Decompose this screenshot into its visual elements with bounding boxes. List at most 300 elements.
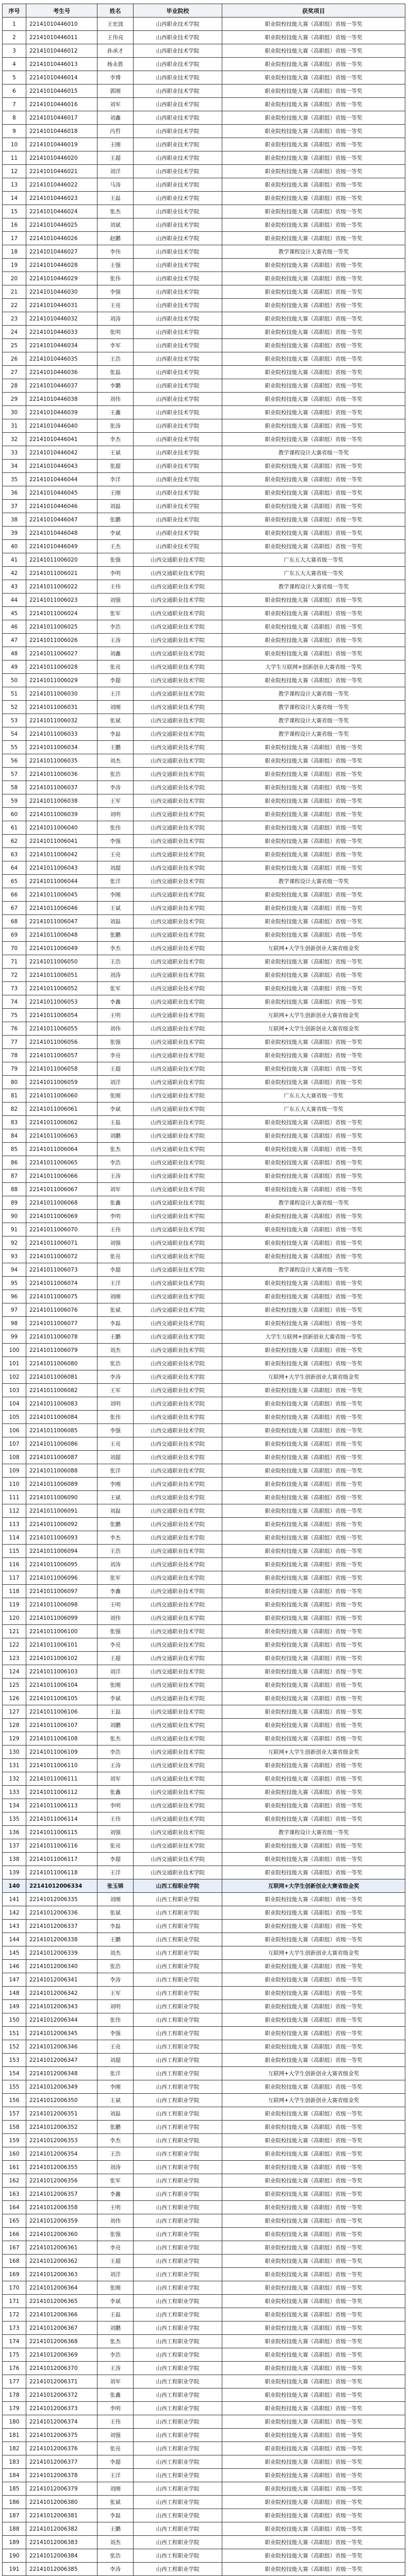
student-name: 李浩 — [97, 1156, 134, 1170]
award-name: 职业院校技能大赛（高职组）省级一等奖 — [222, 232, 405, 245]
exam-number: 22141010446012 — [26, 44, 97, 58]
award-name: 职业院校技能大赛（高职组）省级一等奖 — [222, 111, 405, 125]
student-name: 刘刚 — [97, 1290, 134, 1303]
exam-number: 22141012006371 — [26, 2375, 97, 2388]
school-name: 山西职业技术学院 — [134, 58, 222, 71]
table-row — [3, 2228, 405, 2241]
school-name: 山西交通职业技术学院 — [134, 1812, 222, 1826]
exam-number: 22141012006361 — [26, 2241, 97, 2255]
table-row — [3, 594, 405, 607]
table-row — [3, 460, 405, 473]
row-index: 72 — [3, 969, 26, 982]
school-name: 山西职业技术学院 — [134, 151, 222, 165]
award-name: 职业院校技能大赛（高职组）省级一等奖 — [222, 2121, 405, 2134]
exam-number: 22141011006022 — [26, 580, 97, 594]
school-name: 山西工程职业学院 — [134, 2281, 222, 2295]
row-index: 138 — [3, 1853, 26, 1866]
exam-number: 22141012006365 — [26, 2295, 97, 2308]
exam-number: 22141012006338 — [26, 1933, 97, 1946]
school-name: 山西工程职业学院 — [134, 2040, 222, 2054]
table-row — [3, 339, 405, 352]
award-name: 职业院校技能大赛（高职组）省级一等奖 — [222, 1705, 405, 1719]
award-name: 职业院校技能大赛（高职组）省级一等奖 — [222, 1491, 405, 1504]
student-name: 刘明 — [97, 808, 134, 821]
award-name: 职业院校技能大赛（高职组）省级一等奖 — [222, 2429, 405, 2442]
school-name: 山西交通职业技术学院 — [134, 995, 222, 1009]
row-index: 53 — [3, 714, 26, 727]
row-index: 147 — [3, 1973, 26, 1987]
row-index: 137 — [3, 1839, 26, 1853]
table-row — [3, 1036, 405, 1049]
exam-number: 22141011006107 — [26, 1719, 97, 1732]
row-index: 7 — [3, 98, 26, 111]
exam-number: 22141012006351 — [26, 2107, 97, 2121]
school-name: 山西工程职业学院 — [134, 2214, 222, 2228]
table-row — [3, 1250, 405, 1263]
row-index: 70 — [3, 942, 26, 955]
student-name: 张强 — [97, 553, 134, 567]
exam-number: 22141011006097 — [26, 1585, 97, 1598]
student-name: 王伟 — [97, 1223, 134, 1236]
award-name: 职业院校技能大赛（高职组）省级一等奖 — [222, 808, 405, 821]
award-name: 职业院校技能大赛（高职组）省级一等奖 — [222, 2295, 405, 2308]
award-name: 教学课程设计大赛省级一等奖 — [222, 875, 405, 888]
exam-number: 22141010446017 — [26, 111, 97, 125]
row-index: 55 — [3, 741, 26, 754]
school-name: 山西交通职业技术学院 — [134, 928, 222, 942]
student-name: 张杰 — [97, 205, 134, 218]
exam-number: 22141012006340 — [26, 1960, 97, 1973]
school-name: 山西职业技术学院 — [134, 259, 222, 272]
table-row — [3, 272, 405, 285]
student-name: 张鑫 — [97, 1786, 134, 1799]
student-name: 王明 — [97, 1598, 134, 1612]
school-name: 山西工程职业学院 — [134, 2161, 222, 2174]
row-index: 114 — [3, 1531, 26, 1545]
row-index: 152 — [3, 2040, 26, 2054]
row-index: 139 — [3, 1866, 26, 1879]
table-row — [3, 419, 405, 433]
school-name: 山西工程职业学院 — [134, 2415, 222, 2429]
row-index: 154 — [3, 2067, 26, 2080]
exam-number: 22141011006071 — [26, 1236, 97, 1250]
school-name: 山西职业技术学院 — [134, 433, 222, 446]
table-row — [3, 1719, 405, 1732]
table-row — [3, 1839, 405, 1853]
school-name: 山西职业技术学院 — [134, 44, 222, 58]
award-name: 职业院校技能大赛（高职组）省级一等奖 — [222, 178, 405, 192]
student-name: 张亮 — [97, 1839, 134, 1853]
exam-number: 22141010446040 — [26, 419, 97, 433]
student-name: 李斌 — [97, 1692, 134, 1705]
table-row — [3, 727, 405, 741]
exam-number: 22141011006066 — [26, 1170, 97, 1183]
table-row — [3, 1089, 405, 1103]
student-name: 张浩 — [97, 1960, 134, 1973]
award-name: 职业院校技能大赛（高职组）省级一等奖 — [222, 2469, 405, 2482]
student-name: 李超 — [97, 1853, 134, 1866]
row-index: 127 — [3, 1705, 26, 1719]
award-name: 教学课程设计大赛省级一等奖 — [222, 580, 405, 594]
award-name: 互联网+大学生创新创业大赛省级金奖 — [222, 1946, 405, 1960]
student-name: 张伟 — [97, 821, 134, 835]
exam-number: 22141011006100 — [26, 1625, 97, 1638]
exam-number: 22141011006068 — [26, 1196, 97, 1210]
school-name: 山西交通职业技术学院 — [134, 1451, 222, 1464]
exam-number: 22141010446034 — [26, 339, 97, 352]
table-row — [3, 1156, 405, 1170]
award-name: 职业院校技能大赛（高职组）省级一等奖 — [222, 18, 405, 31]
student-name: 刘鑫 — [97, 111, 134, 125]
row-index: 54 — [3, 727, 26, 741]
table-row — [3, 2321, 405, 2335]
school-name: 山西交通职业技术学院 — [134, 1129, 222, 1143]
exam-number: 22141011006055 — [26, 1022, 97, 1036]
school-name: 山西职业技术学院 — [134, 299, 222, 312]
exam-number: 22141011006069 — [26, 1210, 97, 1223]
student-name: 刘洋 — [97, 1076, 134, 1089]
award-name: 职业院校技能大赛（高职组）省级一等奖 — [222, 1290, 405, 1303]
school-name: 山西工程职业学院 — [134, 2429, 222, 2442]
award-name: 职业院校技能大赛（高职组）省级一等奖 — [222, 1612, 405, 1625]
exam-number: 22141011006034 — [26, 741, 97, 754]
award-name: 职业院校技能大赛（高职组）省级一等奖 — [222, 1786, 405, 1799]
exam-number: 22141010446042 — [26, 446, 97, 460]
row-index: 181 — [3, 2429, 26, 2442]
award-name: 互联网+大学生创新创业大赛省级金奖 — [222, 942, 405, 955]
award-name: 职业院校技能大赛（高职组）省级一等奖 — [222, 2174, 405, 2188]
row-index: 45 — [3, 607, 26, 620]
award-name: 职业院校技能大赛（高职组）省级一等奖 — [222, 58, 405, 71]
row-index: 15 — [3, 205, 26, 218]
award-name: 职业院校技能大赛（高职组）省级一等奖 — [222, 620, 405, 634]
award-name: 职业院校技能大赛（高职组）省级一等奖 — [222, 1504, 405, 1518]
row-index: 129 — [3, 1732, 26, 1745]
school-name: 山西交通职业技术学院 — [134, 660, 222, 674]
table-row — [3, 2415, 405, 2429]
row-index: 99 — [3, 1330, 26, 1344]
student-name: 张杰 — [97, 2335, 134, 2348]
table-row — [3, 1866, 405, 1879]
exam-number: 22141011006033 — [26, 727, 97, 741]
row-index: 39 — [3, 527, 26, 540]
award-name: 职业院校技能大赛（高职组）省级一等奖 — [222, 2415, 405, 2429]
student-name: 李杰 — [97, 433, 134, 446]
award-name: 职业院校技能大赛（高职组）省级一等奖 — [222, 1585, 405, 1598]
student-name: 李明 — [97, 1799, 134, 1812]
student-name: 李斌 — [97, 1103, 134, 1116]
award-name: 职业院校技能大赛（高职组）省级一等奖 — [222, 915, 405, 928]
row-index: 191 — [3, 2563, 26, 2576]
student-name: 刘军 — [97, 1183, 134, 1196]
exam-number: 22141010446044 — [26, 473, 97, 486]
row-index: 61 — [3, 821, 26, 835]
row-index: 88 — [3, 1183, 26, 1196]
row-index: 18 — [3, 245, 26, 259]
table-row — [3, 2067, 405, 2080]
table-row — [3, 1357, 405, 1370]
award-name: 职业院校技能大赛（高职组）省级一等奖 — [222, 1960, 405, 1973]
school-name: 山西交通职业技术学院 — [134, 915, 222, 928]
award-name: 职业院校技能大赛（高职组）省级一等奖 — [222, 928, 405, 942]
table-row — [3, 2469, 405, 2482]
table-row — [3, 1692, 405, 1705]
award-name: 互联网+大学生创新创业大赛省级金奖 — [222, 2067, 405, 2080]
student-name: 张浩 — [97, 768, 134, 781]
table-row — [3, 2107, 405, 2121]
award-name: 职业院校技能大赛（高职组）省级一等奖 — [222, 1464, 405, 1478]
exam-number: 22141012006368 — [26, 2335, 97, 2348]
school-name: 山西职业技术学院 — [134, 393, 222, 406]
row-index: 141 — [3, 1893, 26, 1906]
student-name: 王浩 — [97, 352, 134, 366]
row-index: 189 — [3, 2536, 26, 2549]
row-index: 176 — [3, 2362, 26, 2375]
row-index: 143 — [3, 1920, 26, 1933]
student-name: 王磊 — [97, 1116, 134, 1129]
row-index: 167 — [3, 2241, 26, 2255]
school-name: 山西交通职业技术学院 — [134, 861, 222, 875]
exam-number: 22141012006350 — [26, 2094, 97, 2107]
table-row — [3, 326, 405, 339]
student-name: 张强 — [97, 1036, 134, 1049]
school-name: 山西交通职业技术学院 — [134, 727, 222, 741]
row-index: 110 — [3, 1478, 26, 1491]
table-row — [3, 500, 405, 513]
header-index: 序号 — [3, 4, 26, 18]
table-row — [3, 2455, 405, 2469]
student-name: 刘洋 — [97, 2268, 134, 2281]
student-name: 李涛 — [97, 1370, 134, 1384]
student-name: 王鹏 — [97, 741, 134, 754]
student-name: 刘涛 — [97, 969, 134, 982]
exam-number: 22141011006035 — [26, 754, 97, 768]
award-name: 职业院校技能大赛（高职组）省级一等奖 — [222, 1143, 405, 1156]
table-row — [3, 1652, 405, 1665]
table-row — [3, 138, 405, 151]
exam-number: 22141012006367 — [26, 2321, 97, 2335]
student-name: 郭刚 — [97, 84, 134, 98]
student-name: 孙承才 — [97, 44, 134, 58]
school-name: 山西交通职业技术学院 — [134, 1196, 222, 1210]
table-row — [3, 620, 405, 634]
exam-number: 22141011006072 — [26, 1250, 97, 1263]
school-name: 山西工程职业学院 — [134, 2134, 222, 2147]
row-index: 84 — [3, 1129, 26, 1143]
student-name: 王杰 — [97, 540, 134, 553]
student-name: 李亮 — [97, 1638, 134, 1652]
award-name: 教学课程设计大赛省级一等奖 — [222, 701, 405, 714]
row-index: 119 — [3, 1598, 26, 1612]
exam-number: 22141011006021 — [26, 567, 97, 580]
award-name: 职业院校技能大赛（高职组）省级一等奖 — [222, 1156, 405, 1170]
exam-number: 22141011006108 — [26, 1732, 97, 1745]
row-index: 109 — [3, 1464, 26, 1478]
student-name: 李明 — [97, 1210, 134, 1223]
student-name: 刘鑫 — [97, 647, 134, 660]
student-name: 李刚 — [97, 1478, 134, 1491]
row-index: 121 — [3, 1625, 26, 1638]
row-index: 65 — [3, 875, 26, 888]
school-name: 山西工程职业学院 — [134, 2321, 222, 2335]
exam-number: 22141012006385 — [26, 2563, 97, 2576]
school-name: 山西交通职业技术学院 — [134, 875, 222, 888]
student-name: 刘刚 — [97, 1893, 134, 1906]
table-row — [3, 2027, 405, 2040]
student-name: 刘磊 — [97, 500, 134, 513]
school-name: 山西交通职业技术学院 — [134, 1384, 222, 1397]
row-index: 144 — [3, 1933, 26, 1946]
award-name: 职业院校技能大赛（高职组）省级一等奖 — [222, 2509, 405, 2522]
table-row — [3, 366, 405, 379]
award-name: 教学课程设计大赛省级一等奖 — [222, 687, 405, 701]
award-name: 职业院校技能大赛（高职组）省级一等奖 — [222, 1920, 405, 1933]
school-name: 山西交通职业技术学院 — [134, 1826, 222, 1839]
student-name: 王军 — [97, 1987, 134, 2000]
school-name: 山西交通职业技术学院 — [134, 1330, 222, 1344]
award-name: 职业院校技能大赛（高职组）省级一等奖 — [222, 995, 405, 1009]
award-name: 职业院校技能大赛（高职组）省级一等奖 — [222, 2080, 405, 2094]
school-name: 山西交通职业技术学院 — [134, 1223, 222, 1236]
school-name: 山西交通职业技术学院 — [134, 768, 222, 781]
exam-number: 22141012006339 — [26, 1946, 97, 1960]
table-row — [3, 1397, 405, 1411]
exam-number: 22141011006080 — [26, 1357, 97, 1370]
student-name: 张伟 — [97, 272, 134, 285]
exam-number: 22141011006040 — [26, 821, 97, 835]
student-name: 刘斌 — [97, 218, 134, 232]
row-index: 83 — [3, 1116, 26, 1129]
exam-number: 22141010446019 — [26, 138, 97, 151]
school-name: 山西职业技术学院 — [134, 285, 222, 299]
school-name: 山西工程职业学院 — [134, 2295, 222, 2308]
row-index: 6 — [3, 84, 26, 98]
exam-number: 22141012006358 — [26, 2201, 97, 2214]
school-name: 山西交通职业技术学院 — [134, 553, 222, 567]
school-name: 山西交通职业技术学院 — [134, 1210, 222, 1223]
table-row — [3, 875, 405, 888]
award-name: 职业院校技能大赛（高职组）省级一等奖 — [222, 1638, 405, 1652]
award-name: 职业院校技能大赛（高职组）省级一等奖 — [222, 218, 405, 232]
table-row — [3, 902, 405, 915]
exam-number: 22141012006359 — [26, 2214, 97, 2228]
student-name: 张洋 — [97, 2067, 134, 2080]
award-name: 职业院校技能大赛（高职组）省级一等奖 — [222, 1906, 405, 1920]
award-name: 职业院校技能大赛（高职组）省级一等奖 — [222, 902, 405, 915]
award-name: 职业院校技能大赛（高职组）省级一等奖 — [222, 1170, 405, 1183]
award-name: 职业院校技能大赛（高职组）省级一等奖 — [222, 848, 405, 861]
exam-number: 22141012006336 — [26, 1906, 97, 1920]
table-row — [3, 1116, 405, 1129]
table-row — [3, 660, 405, 674]
school-name: 山西交通职业技术学院 — [134, 1424, 222, 1437]
table-row — [3, 567, 405, 580]
student-name: 刘强 — [97, 594, 134, 607]
school-name: 山西职业技术学院 — [134, 352, 222, 366]
row-index: 100 — [3, 1344, 26, 1357]
award-name: 职业院校技能大赛（高职组）省级一等奖 — [222, 1893, 405, 1906]
row-index: 73 — [3, 982, 26, 995]
school-name: 山西职业技术学院 — [134, 125, 222, 138]
award-name: 职业院校技能大赛（高职组）省级一等奖 — [222, 1973, 405, 1987]
student-name: 刘杰 — [97, 1344, 134, 1357]
row-index: 59 — [3, 794, 26, 808]
row-index: 163 — [3, 2188, 26, 2201]
student-name: 刘强 — [97, 1236, 134, 1250]
student-name: 李磊 — [97, 2509, 134, 2522]
award-name: 职业院校技能大赛（高职组）省级一等奖 — [222, 312, 405, 326]
exam-number: 22141011006113 — [26, 1799, 97, 1812]
exam-number: 22141011006075 — [26, 1290, 97, 1303]
table-row — [3, 299, 405, 312]
student-name: 王鹏 — [97, 2522, 134, 2536]
exam-number: 22141011006099 — [26, 1612, 97, 1625]
table-row — [3, 2080, 405, 2094]
student-name: 王明 — [97, 1009, 134, 1022]
table-row — [3, 1812, 405, 1826]
row-index: 136 — [3, 1826, 26, 1839]
table-row — [3, 701, 405, 714]
table-row — [3, 151, 405, 165]
student-name: 刘涛 — [97, 312, 134, 326]
school-name: 山西职业技术学院 — [134, 339, 222, 352]
table-row — [3, 687, 405, 701]
award-name: 职业院校技能大赛（高职组）省级一等奖 — [222, 2040, 405, 2054]
student-name: 王强 — [97, 259, 134, 272]
table-row — [3, 1049, 405, 1062]
student-name: 刘洋 — [97, 1665, 134, 1679]
student-name: 王亮 — [97, 848, 134, 861]
student-name: 刘磊 — [97, 915, 134, 928]
student-name: 张鹏 — [97, 513, 134, 527]
student-name: 李浩 — [97, 1745, 134, 1759]
row-index: 133 — [3, 1786, 26, 1799]
student-name: 张强 — [97, 1625, 134, 1638]
school-name: 山西交通职业技术学院 — [134, 1317, 222, 1330]
table-row — [3, 955, 405, 969]
student-name: 王浩 — [97, 2147, 134, 2161]
student-name: 张强 — [97, 2228, 134, 2241]
exam-number: 22141012006337 — [26, 1920, 97, 1933]
table-row — [3, 821, 405, 835]
school-name: 山西交通职业技术学院 — [134, 1799, 222, 1812]
table-row — [3, 1933, 405, 1946]
student-name: 刘伟 — [97, 2214, 134, 2228]
row-index: 4 — [3, 58, 26, 71]
exam-number: 22141010446028 — [26, 259, 97, 272]
award-name: 职业院校技能大赛（高职组）省级一等奖 — [222, 1236, 405, 1250]
exam-number: 22141011006028 — [26, 660, 97, 674]
student-name: 王洋 — [97, 1277, 134, 1290]
table-row — [3, 1612, 405, 1625]
exam-number: 22141011006091 — [26, 1504, 97, 1518]
school-name: 山西交通职业技术学院 — [134, 1625, 222, 1638]
table-row — [3, 995, 405, 1009]
school-name: 山西职业技术学院 — [134, 406, 222, 419]
header-school: 毕业院校 — [134, 4, 222, 18]
exam-number: 22141010446039 — [26, 406, 97, 419]
student-name: 张军 — [97, 982, 134, 995]
student-name: 王浩 — [97, 1545, 134, 1558]
row-index: 116 — [3, 1558, 26, 1571]
award-name: 职业院校技能大赛（高职组）省级一等奖 — [222, 285, 405, 299]
award-name: 职业院校技能大赛（高职组）省级一等奖 — [222, 1478, 405, 1491]
award-name: 职业院校技能大赛（高职组）省级一等奖 — [222, 1987, 405, 2000]
exam-number: 22141011006088 — [26, 1464, 97, 1478]
table-row — [3, 1223, 405, 1236]
table-row — [3, 540, 405, 553]
award-name: 职业院校技能大赛（高职组）省级一等奖 — [222, 2335, 405, 2348]
